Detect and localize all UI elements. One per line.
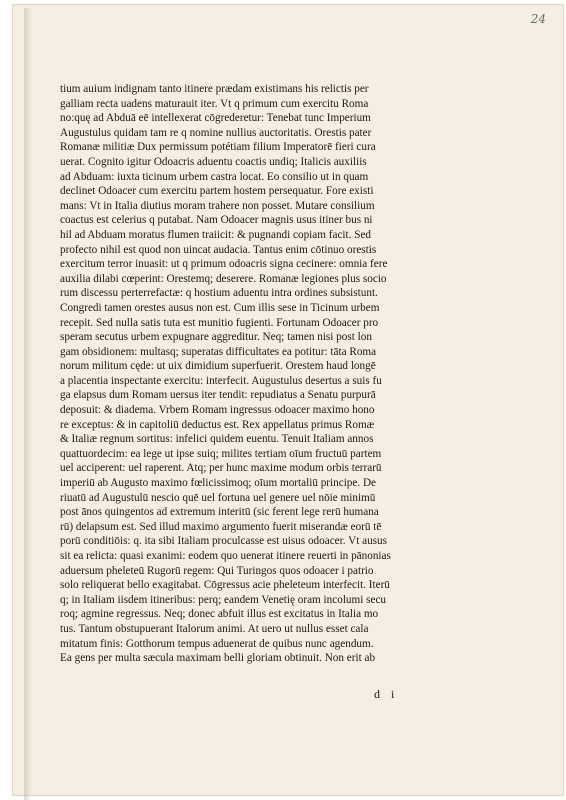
text-line: tus. Tantum obstupuerant Italorum animi. At uero ut nullus esset cala bbox=[60, 622, 369, 635]
text-line: rū) delapsum est. Sed illud maximo argumento fuerit miserandæ eorū tē bbox=[60, 520, 382, 533]
text-line: quattuordecim: ea lege ut ipse suiq; milites tertiam oīum fructuū partem bbox=[60, 447, 382, 460]
text-line: solo reliquerat bello exagitabat. Cōgressus acie pheleteum interfecit. Iterū bbox=[60, 579, 390, 592]
text-line: norum militum cęde: ut uix dimidium superfuerit. Orestem haud longē bbox=[60, 360, 376, 373]
text-line: roq; agmine regressus. Neq; donec abfuit illus est excitatus in Italia mo bbox=[60, 608, 379, 621]
text-line: Augustulus quidam tam re q nomine nullius auctoritatis. Orestis pater bbox=[60, 126, 372, 139]
text-line: porū conditiōis: q. ita sibi Italiam proculcasse est uisus odoacer. Vt ausus bbox=[60, 535, 387, 548]
text-line: imperiū ab Augusto maximo fœlicissimoq; oīum mortaliū principe. De bbox=[60, 477, 377, 490]
text-line: Romanæ militiæ Dux permissum potétiam filium Imperatorē fieri cura bbox=[60, 141, 376, 154]
text-line: uerat. Cognito igitur Odoacris aduentu coactis undiq; Italicis auxiliis bbox=[60, 155, 367, 168]
text-line: aduersum pheleteū Rugorū regem: Qui Turingos quos odoacer i patrio bbox=[60, 564, 374, 577]
text-line: ga elapsus dum Romam uersus iter tendit: repudiatus a Senatu purpurā bbox=[60, 389, 376, 402]
text-line: galliam recta uadens maturauit iter. Vt q primum cum exercitu Roma bbox=[60, 97, 369, 110]
text-line: riuatū ad Augustulū nescio quē uel fortuna uel genere uel nōie minimū bbox=[60, 491, 376, 504]
text-line: mans: Vt in Italia diutius moram trahere non posset. Mutare consilium bbox=[60, 199, 375, 212]
text-line: uel acciperent: uel raperent. Atq; per hunc maxime modum orbis terrarū bbox=[60, 462, 382, 475]
text-line: profecto nihil est quod non uincat audacia. Tantus enim cōtinuo orestis bbox=[60, 243, 377, 256]
text-line: gam obsidionem: multasq; superatas difficultates ea potitur: tāta Roma bbox=[60, 345, 377, 358]
text-line: & Italiæ regnum sortitus: infelici quidem euentu. Tenuit Italiam annos bbox=[60, 433, 374, 446]
text-line: deposuit: & diadema. Vrbem Romam ingressus odoacer maximo hono bbox=[60, 404, 375, 417]
text-line: no:quę ad Abduā eē intellexerat cōgrederetur: Tenebat tunc Imperium bbox=[60, 112, 371, 125]
signature-mark: d i bbox=[374, 687, 399, 701]
text-line: Ea gens per multa sæcula maximam belli gloriam obtinuit. Non erit ab bbox=[60, 652, 376, 665]
text-line: a placentia inspectante exercitu: interfecit. Augustulus desertus a suis fu bbox=[60, 374, 382, 387]
text-line: recepit. Sed nulla satis tuta est munitio fugienti. Fortunam Odoacer pro bbox=[60, 316, 379, 329]
folio-number: 24 bbox=[530, 12, 546, 26]
text-line: sit ea relicta: quasi exanimi: eodem quo uenerat itinere reuerti in pānonias bbox=[60, 550, 391, 562]
text-line: tium auium indignam tanto itinere prædam existimans his relictis per bbox=[60, 83, 369, 95]
text-line: re exceptus: & in capitoliū deductus est. Rex appellatus primus Romæ bbox=[60, 418, 375, 431]
text-line: declinet Odoacer cum exercitu partem hostem persequatur. Fore existi bbox=[60, 185, 374, 198]
text-line: coactus est celerius q putabat. Nam Odoacer magnis usus itiner bus ni bbox=[60, 214, 373, 227]
book-page bbox=[12, 4, 564, 796]
text-block bbox=[60, 82, 444, 666]
text-line: post ānos quingentos ad extremum interitū (sic ferent lege rerū humana bbox=[60, 506, 379, 519]
text-line: rum discessu perterrefactæ: q hostium aduentu intra ordines subsistunt. bbox=[60, 287, 378, 300]
text-line: ad Abduam: iuxta ticinum urbem castra locat. Eo consilio ut in quam bbox=[60, 170, 369, 183]
page-gutter-shadow bbox=[24, 8, 32, 800]
text-line: Congredi tamen orestes ausus non est. Cum illis sese in Ticinum urbem bbox=[60, 301, 380, 314]
text-line: hil ad Abduam moratus flumen traiicit: & pugnandi copiam facit. Sed bbox=[60, 228, 372, 241]
text-line: q; in Italiam iisdem itineribus: perq; eandem Venetię oram incolumi secu bbox=[60, 593, 387, 606]
text-line: auxilia dilabi cœperint: Orestemq; deserere. Romanæ legiones plus socio bbox=[60, 272, 387, 285]
text-line: mitatum finis: Gotthorum tempus aduenerat de quibus nunc agendum. bbox=[60, 637, 374, 650]
text-line: speram secutus urbem expugnare aggreditur. Neq; tamen nisi post lon bbox=[60, 331, 372, 344]
text-line: exercitum terror inuasit: ut q primum odoacris signa cecinere: omnia fere bbox=[60, 258, 388, 271]
